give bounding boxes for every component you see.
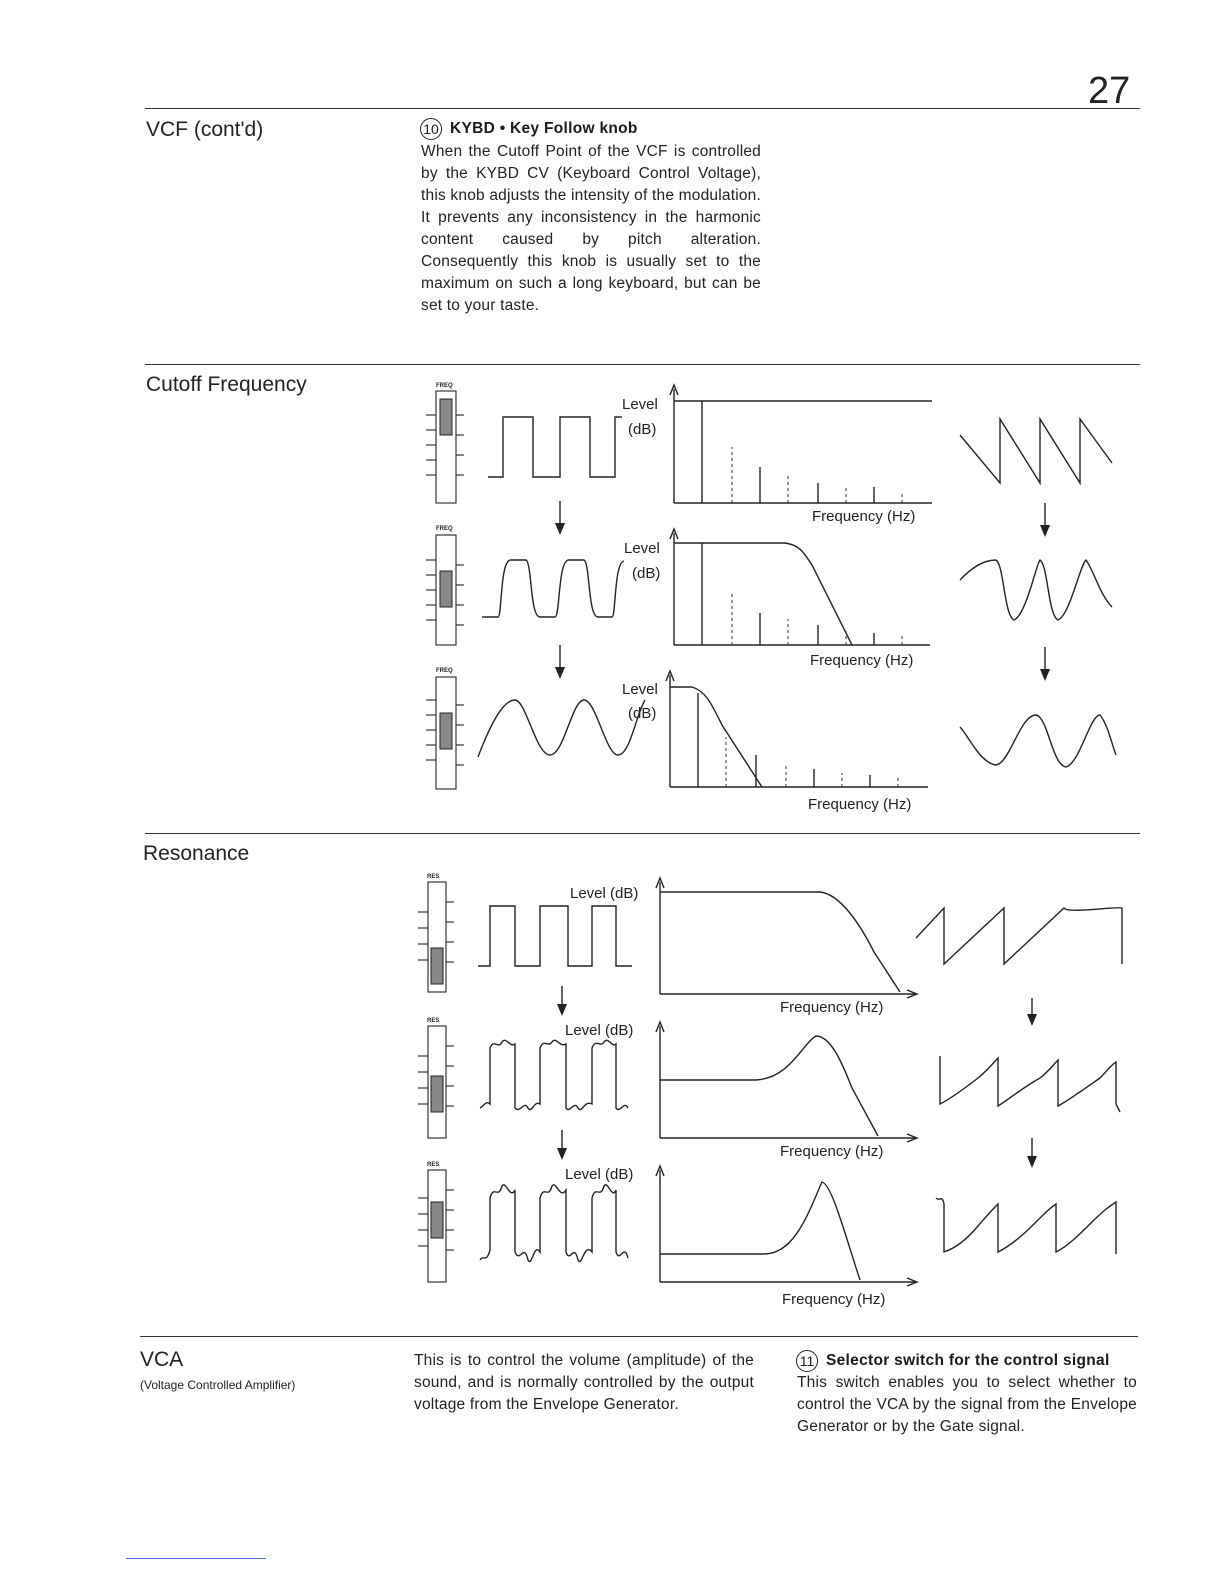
item-number-11: 11 (796, 1350, 818, 1372)
res-response-graph-2 (565, 1022, 917, 1160)
footer-line (126, 1558, 266, 1559)
res-slider-label-3: RES (427, 1162, 440, 1168)
res-freq-label-2: Frequency (Hz) (780, 1143, 884, 1160)
cutoff-diagram (400, 375, 1140, 825)
sine-wave-3 (478, 700, 645, 757)
vca-body: This is to control the volume (amplitude) of the sound, and is normally controlled by the output voltage from the Envelope Generator. (414, 1352, 754, 1413)
freq-slider-1 (426, 383, 464, 503)
divider-cutoff (145, 364, 1140, 365)
page-number: 27 (1088, 70, 1131, 112)
freq-slider-label-3: FREQ (436, 668, 453, 674)
res-slider-1 (418, 874, 454, 992)
kybd-heading (420, 118, 638, 140)
res-freq-label-1: Frequency (Hz) (780, 999, 884, 1016)
divider-vca (140, 1336, 1138, 1337)
selector-heading (796, 1350, 1141, 1372)
res-ringing-wave-2 (480, 1040, 628, 1109)
cutoff-section-title: Cutoff Frequency (146, 373, 307, 396)
res-response-graph-3 (565, 1166, 917, 1308)
resonance-diagram (400, 868, 1140, 1318)
spectrum-graph-3 (622, 671, 928, 813)
divider-top (145, 108, 1140, 109)
freq-slider-label-1: FREQ (436, 383, 453, 389)
level-label-1: Level (622, 396, 658, 413)
kybd-heading-text: KYBD • Key Follow knob (450, 120, 638, 138)
down-arrow-1 (555, 501, 565, 535)
vca-subtitle: (Voltage Controlled Amplifier) (140, 1378, 296, 1392)
freq-axis-label-3: Frequency (Hz) (808, 796, 912, 813)
down-arrow-4 (1040, 647, 1050, 681)
freq-axis-label-1: Frequency (Hz) (812, 508, 916, 525)
res-down-arrow-2 (557, 1130, 567, 1160)
vcf-section-title: VCF (cont'd) (146, 118, 264, 141)
res-level-label-1: Level (dB) (570, 885, 639, 902)
res-ringing-wave-3 (480, 1185, 628, 1262)
spectrum-graph-2 (624, 529, 930, 669)
res-slider-label-2: RES (427, 1018, 440, 1024)
res-sawtooth-1 (916, 908, 1122, 964)
level-label-2: Level (624, 540, 660, 557)
res-down-arrow-1 (557, 986, 567, 1016)
resonance-section-title: Resonance (143, 842, 250, 865)
item-number-10: 10 (420, 118, 442, 140)
freq-slider-label-2: FREQ (436, 526, 453, 532)
sawtooth-wave-1 (960, 419, 1112, 483)
vca-section-title: VCA (140, 1348, 184, 1371)
level-label-3: Level (622, 681, 658, 698)
selector-body: This switch enables you to select whether to control the VCA by the signal from the Envelope Generator or by the Gate signal. (797, 1374, 1137, 1435)
spectrum-graph-1 (622, 385, 932, 525)
res-sawtooth-3 (936, 1198, 1116, 1254)
res-down-arrow-4 (1027, 1138, 1037, 1168)
res-slider-label-1: RES (427, 874, 440, 880)
freq-slider-2 (426, 526, 464, 645)
db-label-1: (dB) (628, 421, 657, 438)
res-freq-label-3: Frequency (Hz) (782, 1291, 886, 1308)
res-level-label-3: Level (dB) (565, 1166, 634, 1183)
rounded-wave-2 (482, 560, 624, 617)
db-label-3: (dB) (628, 705, 657, 722)
freq-axis-label-2: Frequency (Hz) (810, 652, 914, 669)
sawtooth-wave-3 (960, 715, 1116, 767)
down-arrow-2 (555, 645, 565, 679)
res-response-graph-1 (570, 878, 917, 1016)
square-wave-1 (488, 417, 622, 477)
db-label-2: (dB) (632, 565, 661, 582)
res-down-arrow-3 (1027, 998, 1037, 1026)
kybd-body: When the Cutoff Point of the VCF is controlled by the KYBD CV (Keyboard Control Voltage), this knob adjusts the intensity of the modulation. It prevents any inconsistency in the harmonic content caused by pitch alteration. Consequently this knob is usually set to the maximum on such a long keyboard, but can be set to your taste. (421, 143, 762, 314)
res-sawtooth-2 (940, 1056, 1120, 1112)
down-arrow-3 (1040, 503, 1050, 537)
res-slider-2 (418, 1018, 454, 1138)
selector-heading-text: Selector switch for the control signal (826, 1352, 1110, 1370)
res-slider-3 (418, 1162, 454, 1282)
freq-slider-3 (426, 668, 464, 789)
res-level-label-2: Level (dB) (565, 1022, 634, 1039)
divider-resonance (145, 833, 1140, 834)
sawtooth-wave-2 (960, 560, 1112, 620)
res-square-wave-1 (478, 906, 632, 966)
